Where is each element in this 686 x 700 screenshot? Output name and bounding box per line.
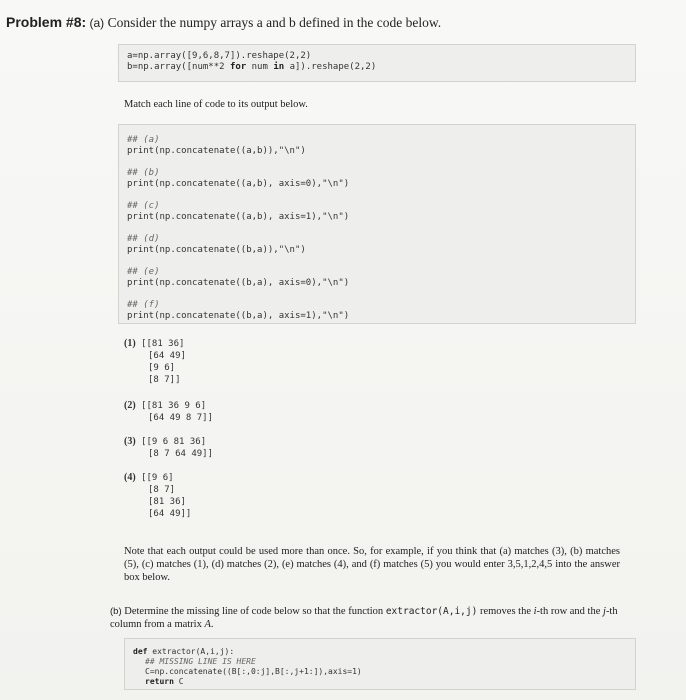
output-row: [[81 36] xyxy=(141,339,185,349)
code-comment: ## (c) xyxy=(127,201,160,211)
code-comment: ## (e) xyxy=(127,267,160,277)
output-option-4 xyxy=(124,472,191,520)
output-row: [8 7]] xyxy=(148,375,181,385)
code-pair-f xyxy=(127,300,635,322)
code-pair-a xyxy=(127,135,635,157)
code-comment: ## (f) xyxy=(127,300,160,310)
problem-number: Problem #8: xyxy=(6,14,87,30)
function-signature: extractor(A,i,j) xyxy=(385,606,478,617)
code-part: a]).reshape(2,2) xyxy=(284,62,377,72)
code-statement: print(np.concatenate((b,a)),"\n") xyxy=(127,245,306,255)
output-row: [[9 6 81 36] xyxy=(141,437,207,447)
var-j: j xyxy=(603,606,606,617)
code-comment: ## (d) xyxy=(127,234,160,244)
output-row: [64 49]] xyxy=(148,509,192,519)
setup-code-block xyxy=(118,44,636,82)
code-keyword: in xyxy=(273,62,285,72)
output-option-1 xyxy=(124,338,186,386)
code-line-b xyxy=(127,62,635,73)
code-pair-d xyxy=(127,234,635,256)
output-row: [8 7 64 49]] xyxy=(148,449,214,459)
output-option-2 xyxy=(124,400,213,424)
output-row: [64 49 8 7]] xyxy=(148,413,214,423)
code-pair-c xyxy=(127,201,635,223)
code-statement: print(np.concatenate((b,a), axis=1),"\n") xyxy=(127,311,350,321)
part-b-text: -th column from a matrix xyxy=(110,606,618,630)
instructions-note: Note that each output could be used more than once. So, for example, if you think that (a) matches (3), (b) matches (5), (c) matches (1), (d) matches (2), (e) matches (4), and (f) matches (5) you would enter 3,5,1,2,4,5 into the answer box below. xyxy=(124,546,620,583)
code-comment: ## (a) xyxy=(127,135,160,145)
output-row: [9 6] xyxy=(148,363,176,373)
code-keyword: def xyxy=(133,647,148,656)
output-row: [[81 36 9 6] xyxy=(141,401,207,411)
var-i: i xyxy=(533,606,537,617)
part-b-text: . xyxy=(210,619,214,630)
code-part: num xyxy=(246,62,274,72)
part-b-text: removes the xyxy=(479,606,531,617)
code-statement: print(np.concatenate((a,b), axis=1),"\n") xyxy=(127,212,350,222)
output-label: (4) xyxy=(124,472,136,483)
code-part: extractor(A,i,j): xyxy=(147,647,235,656)
output-row: [64 49] xyxy=(148,351,186,361)
code-comment: ## (b) xyxy=(127,168,160,178)
code-pair-b xyxy=(127,168,635,190)
output-option-3 xyxy=(124,436,213,460)
output-label: (3) xyxy=(124,436,136,447)
problem-header xyxy=(6,14,441,31)
part-b-text: Determine the missing line of code below so that the function xyxy=(124,606,384,617)
code-line-a: a=np.array([9,6,8,7]).reshape(2,2) xyxy=(127,51,312,61)
code-part: b=np.array([num**2 xyxy=(127,62,230,72)
output-label: (1) xyxy=(124,338,136,349)
code-part: C xyxy=(173,677,184,686)
code-pair-e xyxy=(127,267,635,289)
concatenate-code-block xyxy=(118,124,636,324)
part-b-prompt xyxy=(110,605,620,631)
var-A: A xyxy=(204,619,211,630)
output-label: (2) xyxy=(124,400,136,411)
extractor-code-block xyxy=(124,638,636,690)
output-row: [[9 6] xyxy=(141,473,174,483)
code-comment: ## MISSING LINE IS HERE xyxy=(145,657,256,666)
problem-intro: Consider the numpy arrays a and b defined in the code below. xyxy=(107,15,442,30)
part-a-label: (a) xyxy=(89,16,105,30)
part-b-label: (b) xyxy=(110,606,122,617)
code-def-line xyxy=(133,647,635,657)
code-keyword: for xyxy=(229,62,247,72)
code-statement: print(np.concatenate((b,a), axis=0),"\n") xyxy=(127,278,350,288)
output-row: [81 36] xyxy=(148,497,186,507)
part-b-text: -th row and the xyxy=(536,606,601,617)
code-statement: print(np.concatenate((a,b), axis=0),"\n") xyxy=(127,179,350,189)
code-return-line xyxy=(133,677,635,687)
match-prompt: Match each line of code to its output below. xyxy=(124,99,308,110)
code-statement: C=np.concatenate((B[:,0:j],B[:,j+1:]),axis=1) xyxy=(145,667,362,676)
code-statement: print(np.concatenate((a,b)),"\n") xyxy=(127,146,306,156)
code-keyword: return xyxy=(145,677,174,686)
output-row: [8 7] xyxy=(148,485,176,495)
